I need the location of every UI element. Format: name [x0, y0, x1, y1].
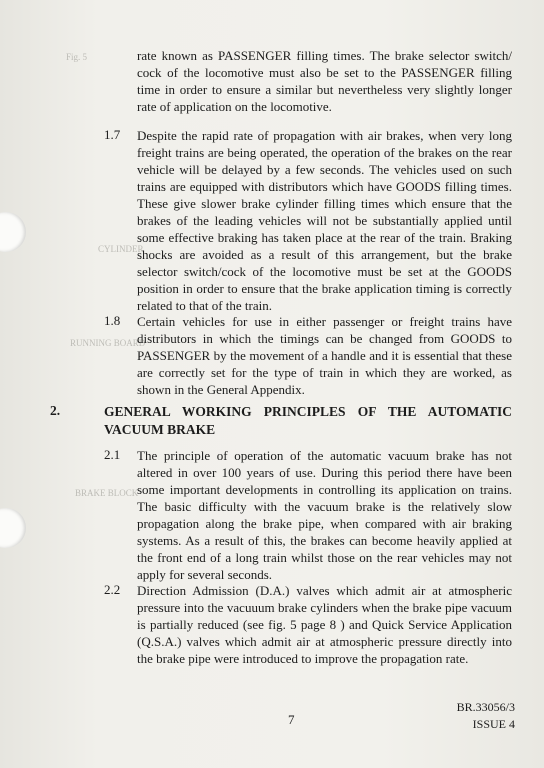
issue-label: ISSUE 4 [472, 717, 515, 731]
section-paragraph: Certain vehicles for use in either passenger or freight trains have distributors in which the timings can be changed from GOODS to PASSENGER by the movement of a handle and it is essential that these are correctly set for the type of train in which they are worked, as shown in the General Appendix. [137, 314, 512, 397]
show-through-fig-label: Fig. 5 [66, 52, 88, 62]
subsection-number: 2.1 [104, 447, 121, 462]
punch-hole [0, 212, 26, 252]
document-reference [445, 699, 515, 733]
subsection-paragraph: The principle of operation of the automatic vacuum brake has not altered in over 100 years of use. During this period there have been some important developments in controlling its application on trains. The basic difficulty with the vacuum brake is the relatively slow propagation along the brake pipe, when compared with air braking systems. As a result of this, the brakes can become heavily applied at the front end of a long train whilst those on the rear vehicles may not apply for several seconds. [137, 448, 512, 582]
doc-ref-code: BR.33056/3 [456, 700, 515, 714]
show-through-word: CYLINDER [98, 244, 144, 254]
show-through-word: RUNNING BOARD [70, 338, 146, 348]
section-number: 1.7 [104, 127, 121, 142]
heading-number: 2. [50, 403, 61, 418]
punch-hole [0, 508, 26, 548]
page-number: 7 [288, 712, 295, 727]
section-paragraph: Despite the rapid rate of propagation with air brakes, when very long freight trains are being operated, the operation of the brakes on the rear vehicle will be delayed by a few seconds. The vehicles used on such trains are equipped with distributors which have GOODS filling times. These give slower brake cylinder filling times which ensure that the brakes of the leading vehicles will not be substantially applied until some effective braking has taken place at the rear of the train. Braking shocks are avoided as a result of this arrangement, but the brake selector switch/cock of the locomotive must be set at the GOODS position in order to ensure that the brake application timing is correctly related to that of the train. [137, 128, 512, 313]
section-number: 1.8 [104, 313, 121, 328]
subsection-paragraph: Direction Admission (D.A.) valves which admit air at atmospheric pressure into the vacuuum brake cylinders when the brake pipe vacuum is partially reduced (see fig. 5 page 8 ) and Quick Service Application (Q.S.A.) valves which admit air at atmospheric pressure directly into the brake pipe were introduced to improve the propagation rate. [137, 583, 512, 666]
intro-paragraph: rate known as PASSENGER filling times. The brake selector switch/ cock of the locomotive must also be set to the PASSENGER filling time in order to ensure a similar but nevertheless very slightly longer rate of application on the locomotive. [137, 48, 512, 114]
subsection-number: 2.2 [104, 582, 121, 597]
section-heading: GENERAL WORKING PRINCIPLES OF THE AUTOMATIC VACUUM BRAKE [104, 404, 512, 437]
show-through-word: BRAKE BLOCK [75, 488, 139, 498]
